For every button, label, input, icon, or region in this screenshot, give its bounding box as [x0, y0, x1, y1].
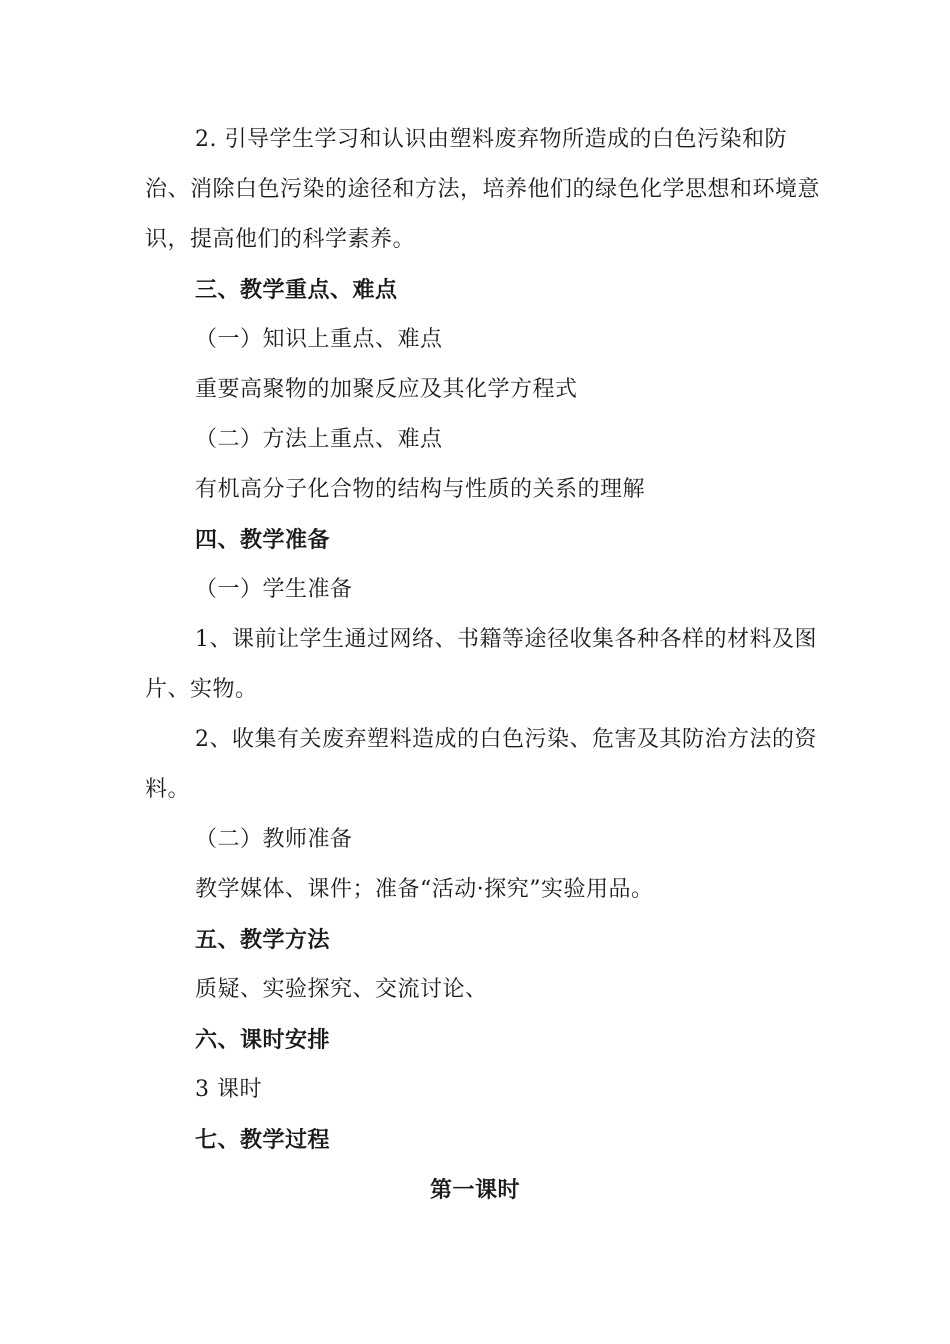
- paragraph-student-prep-1-line-1: 1、课前让学生通过网络、书籍等途径收集各种各样的材料及图: [195, 627, 817, 652]
- paragraph-student-prep-1-line-2: 片、实物。: [145, 677, 258, 702]
- text-teaching-methods: 质疑、实验探究、交流讨论、: [195, 977, 488, 1002]
- subheading-method-points: （二）方法上重点、难点: [195, 427, 443, 452]
- heading-preparation: 四、教学准备: [195, 527, 331, 553]
- text-knowledge-points: 重要高聚物的加聚反应及其化学方程式: [195, 377, 578, 402]
- paragraph-student-prep-2-line-1: 2、收集有关废弃塑料造成的白色污染、危害及其防治方法的资: [195, 727, 817, 752]
- subheading-teacher-preparation: （二）教师准备: [195, 827, 353, 852]
- paragraph-goal-2-line-3: 识，提高他们的科学素养。: [145, 227, 416, 252]
- paragraph-goal-2-line-2: 治、消除白色污染的途径和方法，培养他们的绿色化学思想和环境意: [145, 177, 821, 202]
- paragraph-goal-2-line-1: 2. 引导学生学习和认识由塑料废弃物所造成的白色污染和防: [195, 127, 787, 152]
- paragraph-student-prep-2-line-2: 料。: [145, 777, 191, 802]
- text-class-schedule: 3 课时: [195, 1077, 262, 1102]
- subheading-student-preparation: （一）学生准备: [195, 577, 353, 602]
- heading-key-points: 三、教学重点、难点: [195, 277, 398, 303]
- text-method-points: 有机高分子化合物的结构与性质的关系的理解: [195, 477, 646, 502]
- heading-first-lesson: 第一课时: [429, 1177, 520, 1203]
- heading-class-schedule: 六、课时安排: [195, 1027, 331, 1053]
- subheading-knowledge-points: （一）知识上重点、难点: [195, 327, 443, 352]
- heading-teaching-process: 七、教学过程: [195, 1127, 331, 1153]
- heading-teaching-methods: 五、教学方法: [195, 927, 331, 953]
- text-teacher-preparation: 教学媒体、课件；准备“活动·探究”实验用品。: [195, 877, 654, 902]
